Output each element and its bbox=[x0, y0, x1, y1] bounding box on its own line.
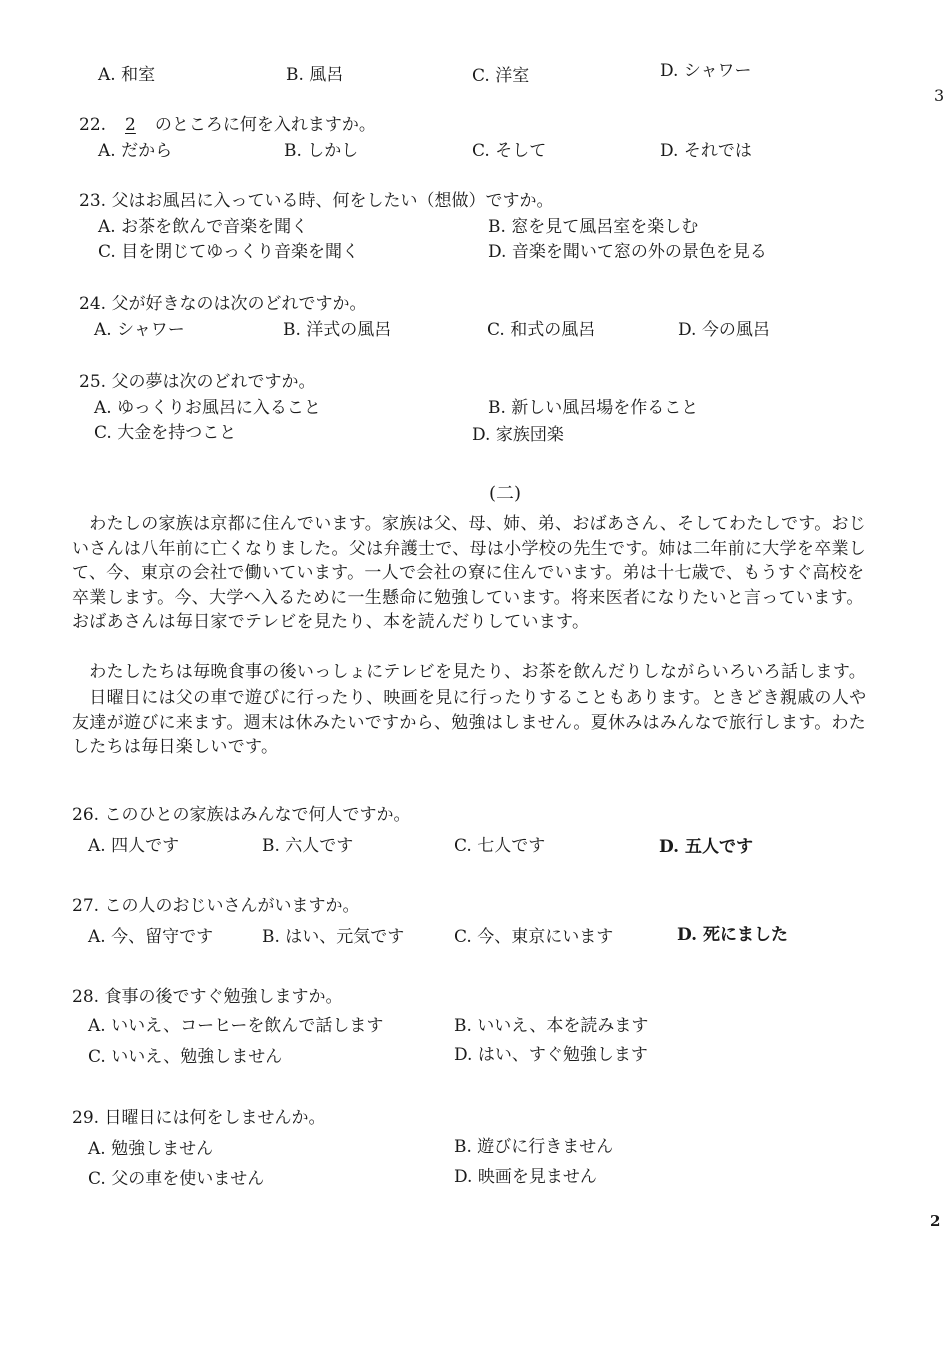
q28-option-c: C. いいえ、勉強しません bbox=[88, 1047, 283, 1067]
q25-text: 25. 父の夢は次のどれですか。 bbox=[79, 372, 316, 392]
q24-option-a: A. シャワー bbox=[94, 320, 185, 340]
q27-option-a: A. 今、留守です bbox=[88, 927, 214, 947]
q22-blank: 2 bbox=[125, 115, 136, 135]
passage-line: 友達が遊びに来ます。週末は休みたいですから、勉強はしません。夏休みはみんなで旅行します。わた bbox=[72, 712, 867, 733]
q23-option-d: D. 音楽を聞いて窓の外の景色を見る bbox=[488, 242, 767, 262]
passage-paragraph-3 bbox=[72, 686, 922, 760]
q27-option-c: C. 今、東京にいます bbox=[454, 927, 614, 947]
passage-line: 卒業します。今、大学へ入るために一生懸命に勉強しています。将来医者になりたいと言っています。 bbox=[72, 587, 864, 608]
q27-option-b: B. はい、元気です bbox=[262, 927, 405, 947]
q26-option-c: C. 七人です bbox=[454, 836, 546, 856]
q22-option-c: C. そして bbox=[472, 141, 547, 161]
q22-option-a: A. だから bbox=[98, 141, 173, 161]
q21-option-b: B. 風呂 bbox=[286, 65, 344, 85]
q28-option-d: D. はい、すぐ勉強します bbox=[454, 1045, 648, 1065]
q25-option-c: C. 大金を持つこと bbox=[94, 423, 237, 443]
q29-option-b: B. 遊びに行きません bbox=[454, 1137, 614, 1157]
q23-option-c: C. 目を閉じてゆっくり音楽を聞く bbox=[98, 242, 360, 262]
q27-option-d: D. 死にました bbox=[677, 925, 788, 945]
q25-option-d: D. 家族団楽 bbox=[472, 425, 564, 445]
q28-text: 28. 食事の後ですぐ勉強しますか。 bbox=[72, 987, 343, 1007]
passage-line: おばあさんは毎日家でテレビを見たり、本を読んだりしています。 bbox=[72, 612, 590, 632]
passage-line: 日曜日には父の車で遊びに行ったり、映画を見に行ったりすることもあります。ときどき親戚の人や bbox=[72, 688, 867, 708]
q26-option-d: D. 五人です bbox=[659, 837, 753, 857]
q24-option-b: B. 洋式の風呂 bbox=[283, 320, 392, 340]
q27-text: 27. この人のおじいさんがいますか。 bbox=[72, 896, 360, 916]
q25-option-b: B. 新しい風呂場を作ること bbox=[488, 398, 699, 418]
q23-option-a: A. お茶を飲んで音楽を聞く bbox=[98, 217, 309, 237]
page-number: 2 bbox=[930, 1212, 941, 1230]
q29-text: 29. 日曜日には何をしませんか。 bbox=[72, 1108, 326, 1128]
q28-option-b: B. いいえ、本を読みます bbox=[454, 1016, 649, 1036]
q28-option-a: A. いいえ、コーヒーを飲んで話します bbox=[88, 1016, 384, 1036]
q26-text: 26. このひとの家族はみんなで何人ですか。 bbox=[72, 805, 411, 825]
q21-option-a: A. 和室 bbox=[98, 65, 156, 85]
section-heading: (二) bbox=[489, 483, 522, 504]
q29-option-d: D. 映画を見ません bbox=[454, 1167, 597, 1187]
page-marker-top-right: 3 bbox=[934, 86, 945, 105]
q26-option-b: B. 六人です bbox=[262, 836, 354, 856]
q24-option-c: C. 和式の風呂 bbox=[487, 320, 596, 340]
passage-paragraph-2 bbox=[72, 660, 922, 685]
passage-line: したちは毎日楽しいです。 bbox=[72, 737, 279, 757]
q24-option-d: D. 今の風呂 bbox=[678, 320, 770, 340]
q23-text: 23. 父はお風呂に入っている時、何をしたい（想做）ですか。 bbox=[79, 191, 554, 211]
q22-prompt: のところに何を入れますか。 bbox=[154, 115, 376, 135]
q25-option-a: A. ゆっくりお風呂に入ること bbox=[94, 398, 321, 418]
q21-option-c: C. 洋室 bbox=[472, 66, 530, 86]
q22-option-b: B. しかし bbox=[284, 141, 359, 161]
q22-option-d: D. それでは bbox=[660, 141, 752, 161]
passage-line: わたしたちは毎晩食事の後いっしょにテレビを見たり、お茶を飲んだりしながらいろいろ話します。 bbox=[72, 662, 867, 682]
q21-option-d: D. シャワー bbox=[660, 61, 752, 81]
q29-option-a: A. 勉強しません bbox=[88, 1139, 214, 1159]
passage-paragraph-1 bbox=[72, 512, 922, 635]
q22-text bbox=[79, 117, 376, 134]
passage-line: て、今、東京の会社で働いています。一人で会社の寮に住んでいます。弟は十七歳で、もうすぐ高校を bbox=[72, 563, 865, 583]
q23-option-b: B. 窓を見て風呂室を楽しむ bbox=[488, 217, 699, 237]
passage-line: わたしの家族は京都に住んでいます。家族は父、母、姉、弟、おばあさん、そしてわたしです。おじ bbox=[72, 514, 867, 534]
q29-option-c: C. 父の車を使いません bbox=[88, 1169, 265, 1189]
q26-option-a: A. 四人です bbox=[88, 836, 180, 856]
q22-number: 22. bbox=[79, 115, 107, 135]
q24-text: 24. 父が好きなのは次のどれですか。 bbox=[79, 294, 367, 314]
passage-line: いさんは八年前に亡くなりました。父は弁護士で、母は小学校の先生です。姉は二年前に大学を卒業し bbox=[72, 538, 867, 559]
